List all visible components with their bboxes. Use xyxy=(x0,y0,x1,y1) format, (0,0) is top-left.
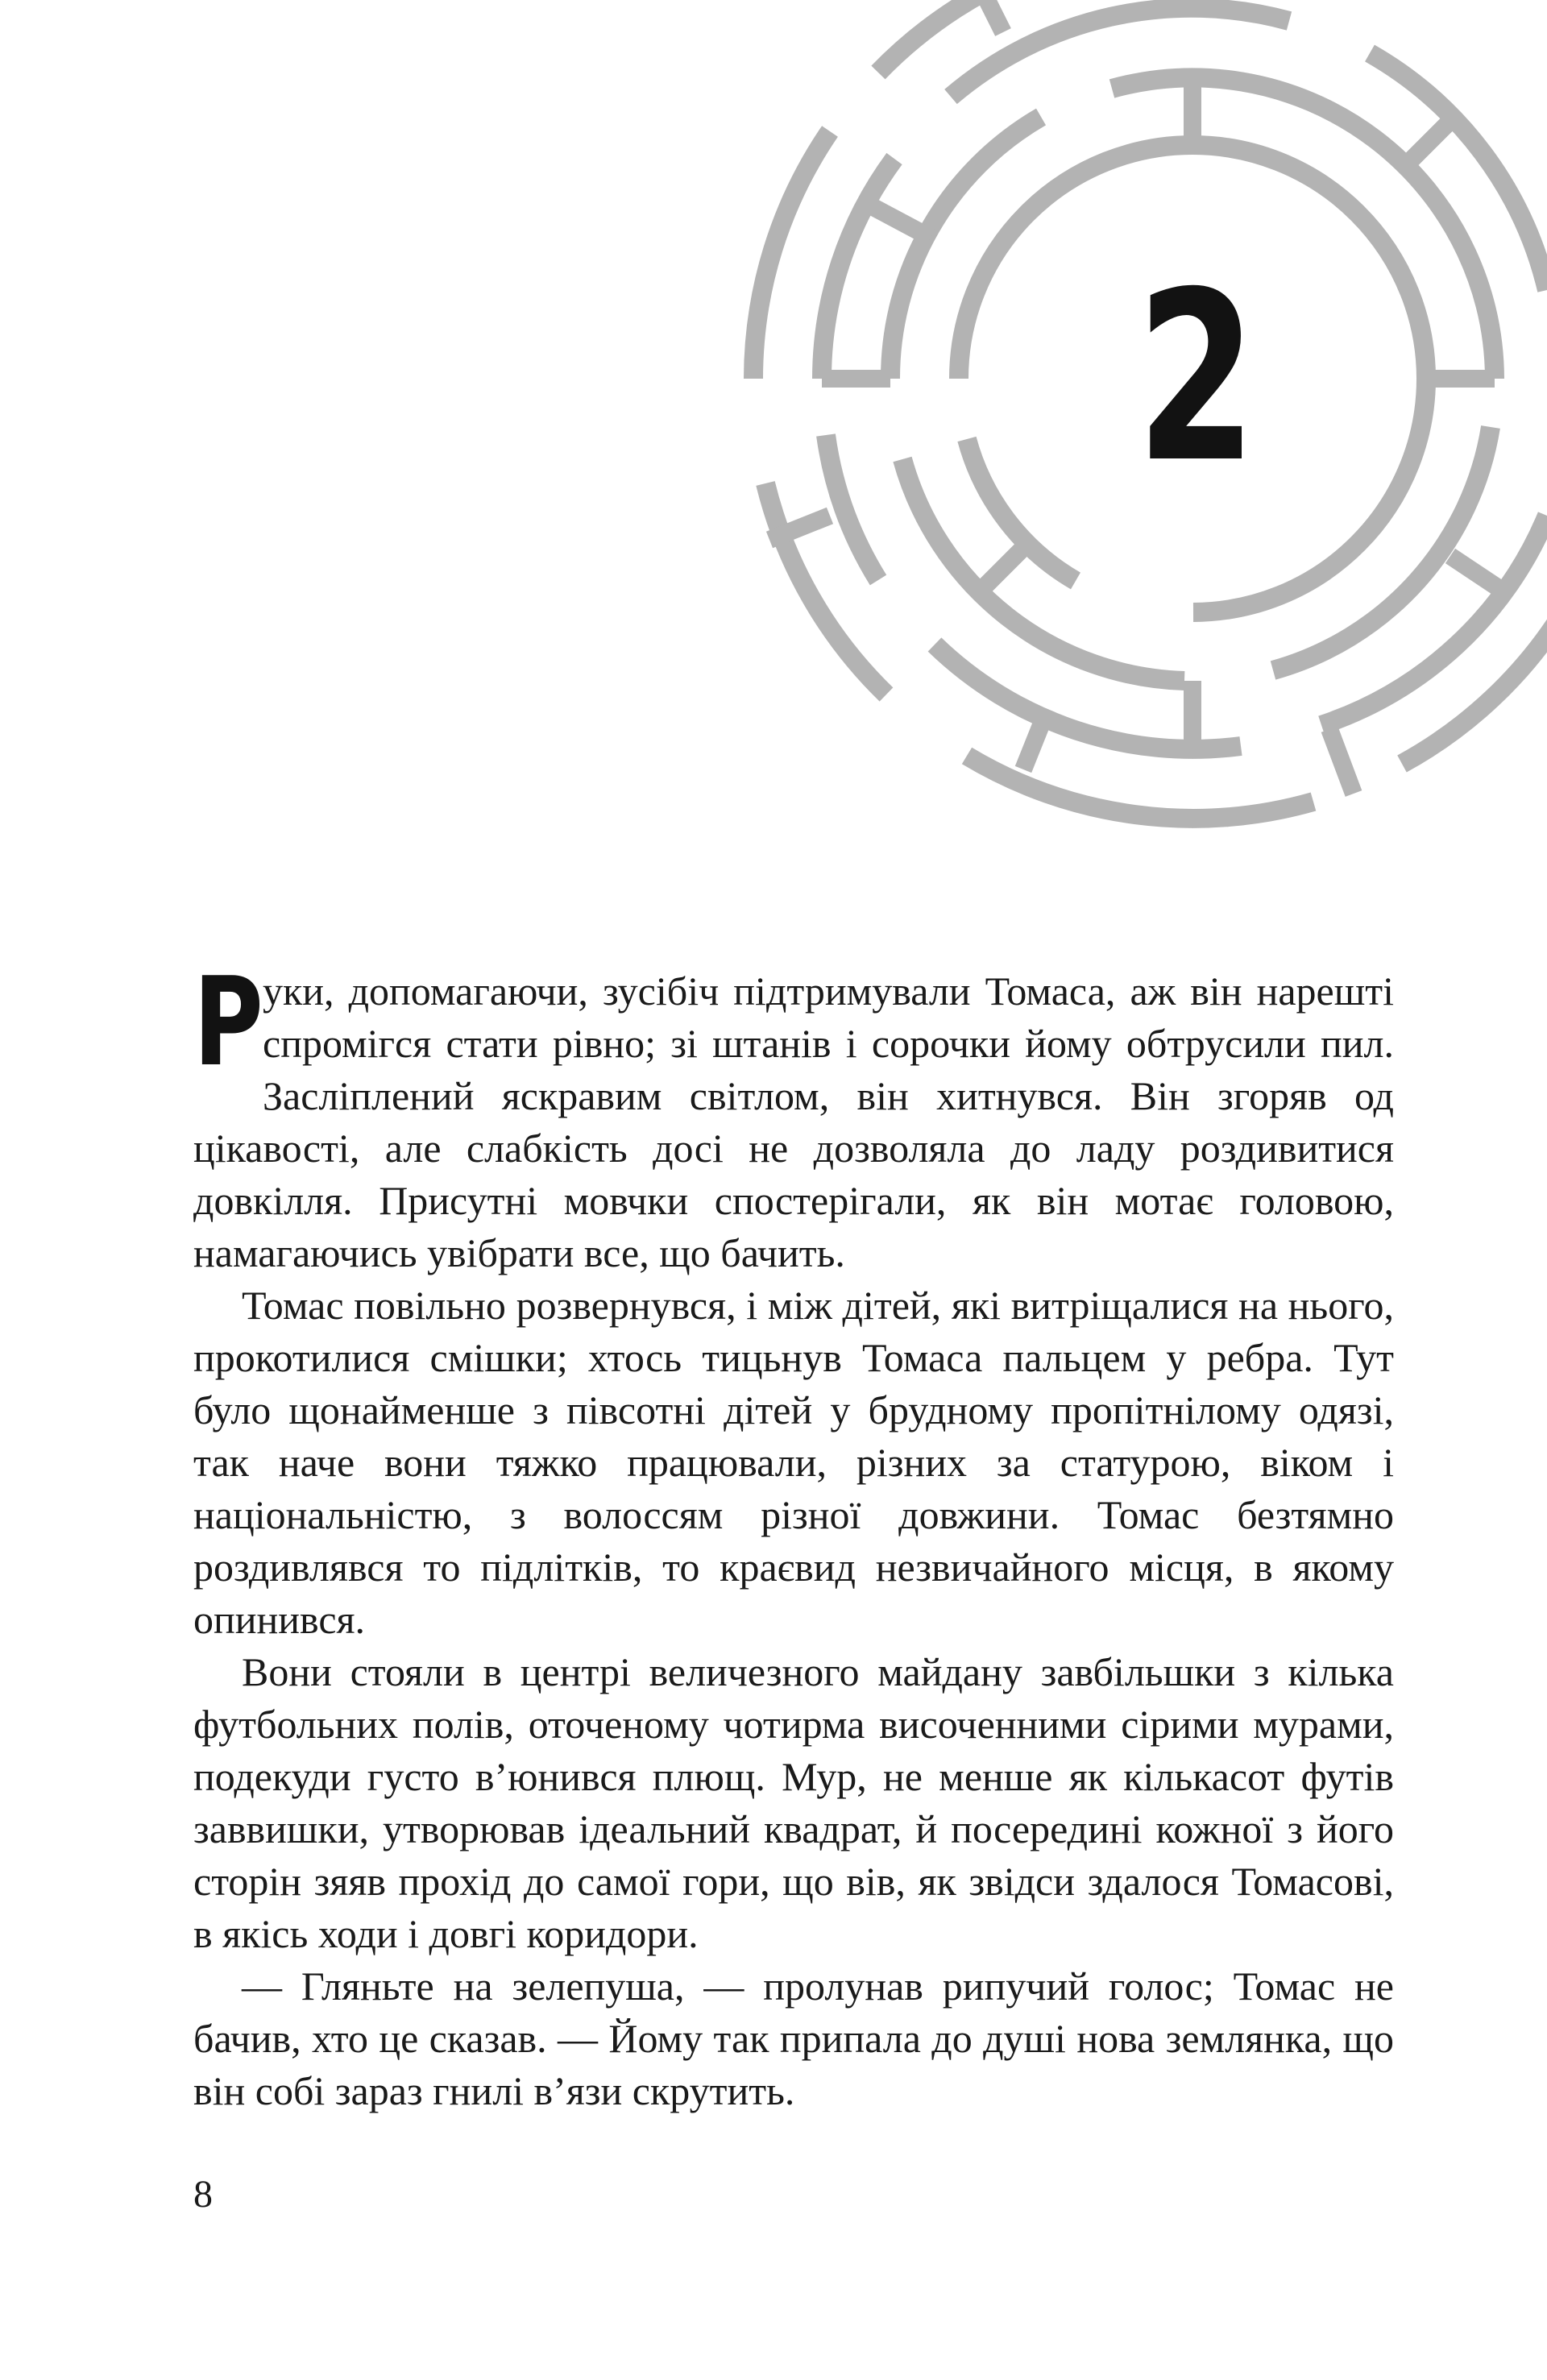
maze-ring-outer-b xyxy=(878,0,1047,73)
paragraph-text: уки, допомагаючи, зусібіч підтримували Томаса, аж він нарешті спромігся стати рівно; зі штанів і сорочки йому обтрусили пил. Засліплений яскравим світлом, він хитнувся. Він згоряв од цікавості, але слабкість досі не дозволяла до ладу роздивитися довкілля. Присутні мовчки спостерігали, як він мотає головою, намагаючись увібрати все, що бачить. xyxy=(193,968,1394,1275)
paragraph: Вони стояли в центрі величезного майдану завбільшки з кілька футбольних полів, оточеному чотирма височенними сірими мурами, подекуди густо в’юнився плющ. Мур, не менше як кількасот футів заввишки, утворював ідеальний квадрат, й посередині кожної з його сторін зяяв прохід до самої гори, що вів, як звідси здалося Томасові, в якісь ходи і довгі коридори. xyxy=(193,1649,1394,1956)
maze-connector xyxy=(1450,556,1499,588)
page-number: 8 xyxy=(193,2173,213,2216)
maze-connector xyxy=(1406,117,1454,165)
chapter-text xyxy=(193,951,1394,2117)
maze-connector xyxy=(870,205,931,238)
paragraph: Томас повільно розвернувся, і між дітей, які витріщалися на нього, прокотилися смішки; хтось тицьнув Томаса пальцем у ребра. Тут було щонайменше з півсотні дітей у брудному пропітнілому одязі, так наче вони тяжко працювали, різних за статурою, віком і національністю, з волоссям різної довжини. Томас безтямно роздивлявся то підлітків, то краєвид незвичайного місця, в якому опинився. xyxy=(193,1283,1394,1642)
chapter-number: 2 xyxy=(1136,243,1257,514)
maze-connector xyxy=(979,544,1027,592)
paragraph xyxy=(193,951,1394,1279)
maze-connector xyxy=(1329,729,1354,794)
maze-ring-third-f xyxy=(826,435,878,580)
maze-connector xyxy=(979,0,1003,32)
drop-cap: Р xyxy=(193,951,263,1093)
paragraph: — Гляньте на зелепуша, — пролунав рипучий голос; Томас не бачив, хто це сказав. — Йому так припала до душі нова землянка, що він собі зараз гнилі в’язи скрутить. xyxy=(193,1963,1394,2113)
circular-maze-icon xyxy=(0,0,1547,902)
